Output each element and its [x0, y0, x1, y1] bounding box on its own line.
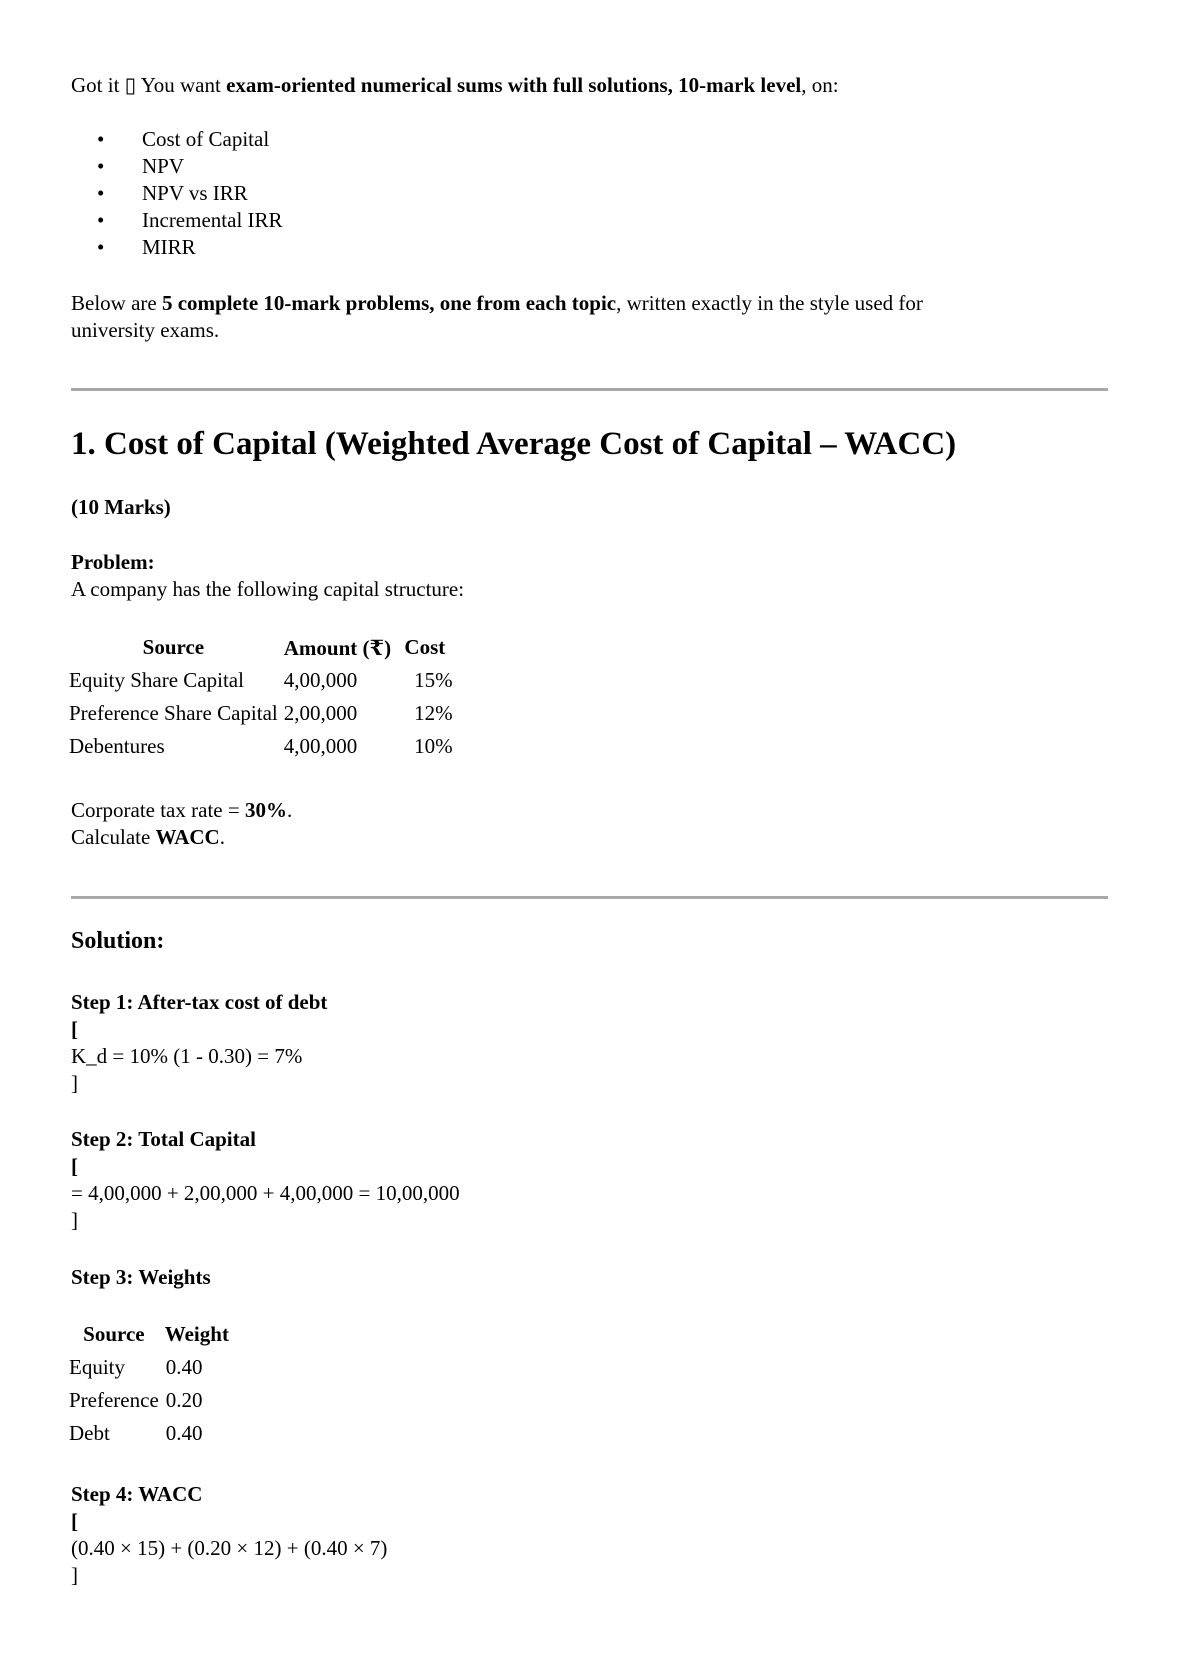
problem-label: Problem: — [71, 550, 155, 574]
step4-block — [71, 1481, 387, 1589]
calc-bold: WACC — [155, 825, 220, 849]
table-cell: 4,00,000 — [283, 668, 358, 692]
tax-suffix: . — [286, 798, 293, 822]
step2-block — [71, 1126, 460, 1234]
intro-paragraph — [71, 72, 839, 99]
table-row — [66, 730, 456, 763]
step-label: Step 1: After-tax cost of debt — [71, 990, 328, 1014]
table-cell: 10% — [414, 734, 453, 758]
tax-prefix: Corporate tax rate = — [71, 798, 245, 822]
table-cell: 0.40 — [165, 1421, 203, 1445]
horizontal-divider — [71, 388, 1108, 391]
table-cell: 15% — [414, 668, 453, 692]
lead-prefix: Below are — [71, 291, 162, 315]
horizontal-divider — [71, 896, 1108, 899]
table-row — [66, 1384, 232, 1417]
problem-text: A company has the following capital structure: — [71, 577, 465, 601]
bracket-close: ] — [71, 1071, 78, 1095]
table-cell: 4,00,000 — [283, 734, 358, 758]
table-cell: Debentures — [69, 734, 165, 758]
table-cell: 2,00,000 — [283, 701, 358, 725]
lead-suffix: , written exactly in the style used for — [616, 291, 923, 315]
table-cell: 0.40 — [165, 1355, 203, 1379]
tax-and-task — [71, 797, 292, 851]
problem-block — [71, 549, 464, 603]
list-item: • MIRR — [71, 234, 283, 261]
list-item: • Cost of Capital — [71, 126, 283, 153]
column-header: Source — [83, 1322, 145, 1346]
topic-list — [71, 126, 283, 261]
table-cell: 12% — [414, 701, 453, 725]
calc-suffix: . — [219, 825, 225, 849]
column-header: Amount (₹) — [283, 635, 392, 660]
table-row — [66, 664, 456, 697]
table-row — [66, 697, 456, 730]
table-header-row — [66, 631, 456, 664]
bracket-open: [ — [71, 1017, 78, 1041]
intro-bold: exam-oriented numerical sums with full solutions, 10-mark level — [226, 73, 802, 97]
section-title: 1. Cost of Capital (Weighted Average Cost of Capital – WACC) — [71, 426, 957, 462]
lead-bold: 5 complete 10-mark problems, one from each topic — [161, 291, 617, 315]
table-cell: Equity — [69, 1355, 125, 1379]
bracket-close: ] — [71, 1208, 78, 1232]
column-header: Source — [142, 635, 205, 659]
step3-label: Step 3: Weights — [71, 1265, 211, 1289]
table-cell: Preference Share Capital — [69, 701, 278, 725]
list-item: • NPV — [71, 153, 283, 180]
list-item: • Incremental IRR — [71, 207, 283, 234]
table-cell: Debt — [69, 1421, 110, 1445]
intro-mid: You want — [136, 73, 227, 97]
intro-prefix: Got it — [71, 73, 125, 97]
weights-table — [66, 1318, 232, 1450]
table-cell: Preference — [69, 1388, 159, 1412]
missing-glyph-icon: ▯ — [124, 73, 137, 97]
intro-suffix: , on: — [801, 73, 839, 97]
bracket-open: [ — [71, 1154, 78, 1178]
table-row — [66, 1417, 232, 1450]
table-header-row — [66, 1318, 232, 1351]
column-header: Cost — [404, 635, 446, 659]
bracket-close: ] — [71, 1563, 78, 1587]
table-cell: Equity Share Capital — [69, 668, 244, 692]
marks-label: (10 Marks) — [71, 495, 171, 519]
bracket-open: [ — [71, 1509, 78, 1533]
step1-block — [71, 989, 327, 1097]
calc-prefix: Calculate — [71, 825, 156, 849]
list-item: • NPV vs IRR — [71, 180, 283, 207]
lead-line2: university exams. — [71, 318, 220, 342]
table-cell: 0.20 — [165, 1388, 203, 1412]
table-row — [66, 1351, 232, 1384]
column-header: Weight — [164, 1322, 229, 1346]
step-formula: K_d = 10% (1 - 0.30) = 7% — [71, 1044, 303, 1068]
solution-title: Solution: — [71, 928, 165, 954]
tax-value: 30% — [244, 798, 287, 822]
lead-paragraph — [71, 290, 923, 344]
capital-structure-table — [66, 631, 456, 763]
step-formula: (0.40 × 15) + (0.20 × 12) + (0.40 × 7) — [71, 1536, 388, 1560]
step-label: Step 2: Total Capital — [71, 1127, 256, 1151]
step-label: Step 4: WACC — [71, 1482, 203, 1506]
step-formula: = 4,00,000 + 2,00,000 + 4,00,000 = 10,00,000 — [71, 1181, 460, 1205]
